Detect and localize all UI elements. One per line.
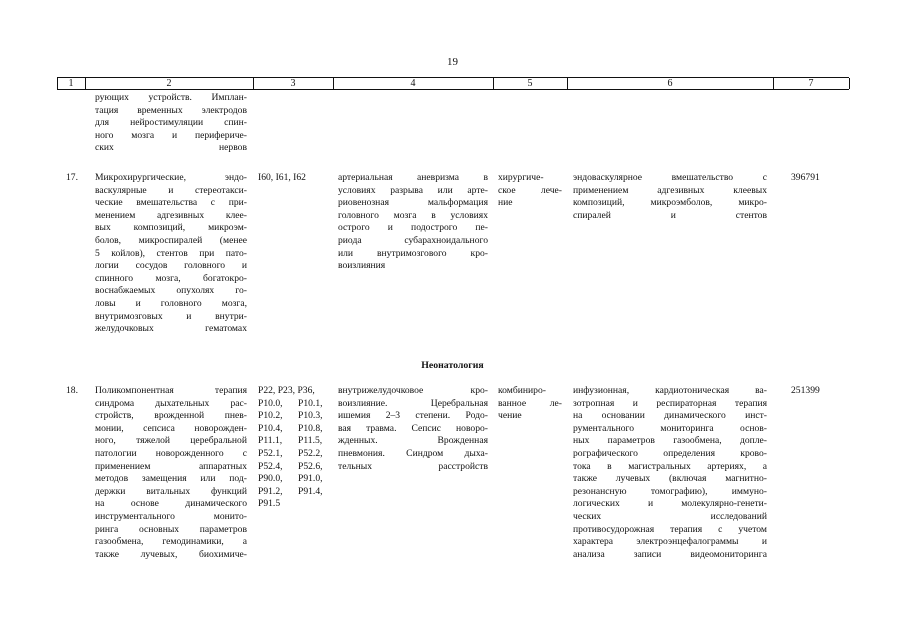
code: P52.6, (298, 460, 323, 472)
code-line (258, 385, 330, 398)
treatment-description: Микрохирургические, эндо- васкулярные и стереотакси- ческие вмешательства с при- менением адгезивных клее- вых композиций, микроэм- болов, микроспиралей (менее 5 койлов), стентов при пато- логии сосудов головного и спинного мозга, богатокро- воснабжаемых опухолях го- ловы и головного мозга, внутримозговых и внутри- желудочковых гематомах (95, 172, 247, 335)
code-line (258, 461, 330, 474)
code: P10.0, (258, 397, 283, 409)
treatment-type: комбиниро- ванное ле- чение (498, 385, 562, 422)
code-line (258, 435, 330, 448)
code: P10.8, (298, 422, 323, 434)
column-header-2: 2 (166, 78, 172, 89)
row-number: 17. (66, 172, 78, 183)
treatment-method: инфузионная, кардиотоническая ва- зотропная и респираторная терапия на основании динамического инст- рументального мониторинга основ- ных параметров газообмена, допле- рографического определения крово- тока в магистральных артериях, а также лучевых (включая магнитно- резонансную томографию), иммуно- логических и молекулярно-генети- ческих исследований противосудорожная терапия с учетом характера электроэнцефалограммы и анализа записи видеомониторинга (573, 385, 767, 560)
code-line (258, 423, 330, 436)
column-header-6: 6 (667, 78, 673, 89)
patient-model: внутрижелудочковое кро- воизлияние. Церебральная ишемия 2–3 степени. Родо- вая травма. Сепсис новоро- жденных. Врожденная пневмония. Синдром дыха- тельных расстройств (338, 385, 488, 472)
code: P52.4, (258, 460, 283, 472)
continued-description: рующих устройств. Имплан- тация временных электродов для нейростимуляции спин- ного мозга и перифериче- ских нервов (95, 92, 247, 154)
code: P10.2, (258, 410, 283, 422)
code: P10.1, (298, 397, 323, 409)
code: P90.0, (258, 473, 283, 485)
page-number: 19 (447, 56, 458, 68)
code: P91.4, (298, 485, 323, 497)
column-header-4: 4 (410, 78, 416, 89)
code: P91.0, (298, 473, 323, 485)
column-header-3: 3 (290, 78, 296, 89)
code: P10.4, (258, 422, 283, 434)
code-line (258, 473, 330, 486)
code-line (258, 448, 330, 461)
code: P52.1, (258, 447, 283, 459)
column-header-5: 5 (527, 78, 533, 89)
treatment-method: эндоваскулярное вмешательство с применением адгезивных клеевых композиций, микроэмболов, микро- спиралей и стентов (573, 172, 767, 221)
code-line (258, 398, 330, 411)
cost-value: 396791 (791, 172, 820, 183)
code-line (258, 486, 330, 499)
code: P11.5, (298, 435, 323, 447)
treatment-type: хирургиче- ское лече- ние (498, 172, 562, 209)
patient-model: артериальная аневризма в условиях разрыва или арте- риовенозная мальформация головного мозга в условиях острого и подострого пе- риода субарахноидального или внутримозгового кро- воизлияния (338, 172, 488, 272)
code-line (258, 410, 330, 423)
code: P11.1, (258, 435, 283, 447)
code: P91.5 (258, 498, 281, 510)
code: P22, P23, P36, (258, 385, 315, 396)
treatment-description: Поликомпонентная терапия синдрома дыхательных рас- стройств, врожденной пнев- монии, сепсиса новорожден- ного, тяжелой церебральной патологии новорожденного с применением аппаратных методов замещения или под- держки витальных функций на основе динамического инструментального монито- ринга основных параметров газообмена, гемодинамики, а также лучевых, биохимиче- (95, 385, 247, 560)
header-bottom-rule (57, 89, 849, 90)
code: P10.3, (298, 410, 323, 422)
column-header-1: 1 (68, 78, 74, 89)
code-line (258, 498, 330, 511)
icd-codes: I60, I61, I62 (258, 172, 306, 183)
cost-value: 251399 (791, 385, 820, 396)
column-header-7: 7 (808, 78, 814, 89)
column-divider (849, 78, 850, 89)
section-title: Неонатология (421, 360, 484, 371)
icd-codes (258, 385, 330, 511)
row-number: 18. (66, 385, 78, 396)
code: P91.2, (258, 485, 283, 497)
code: P52.2, (298, 447, 323, 459)
